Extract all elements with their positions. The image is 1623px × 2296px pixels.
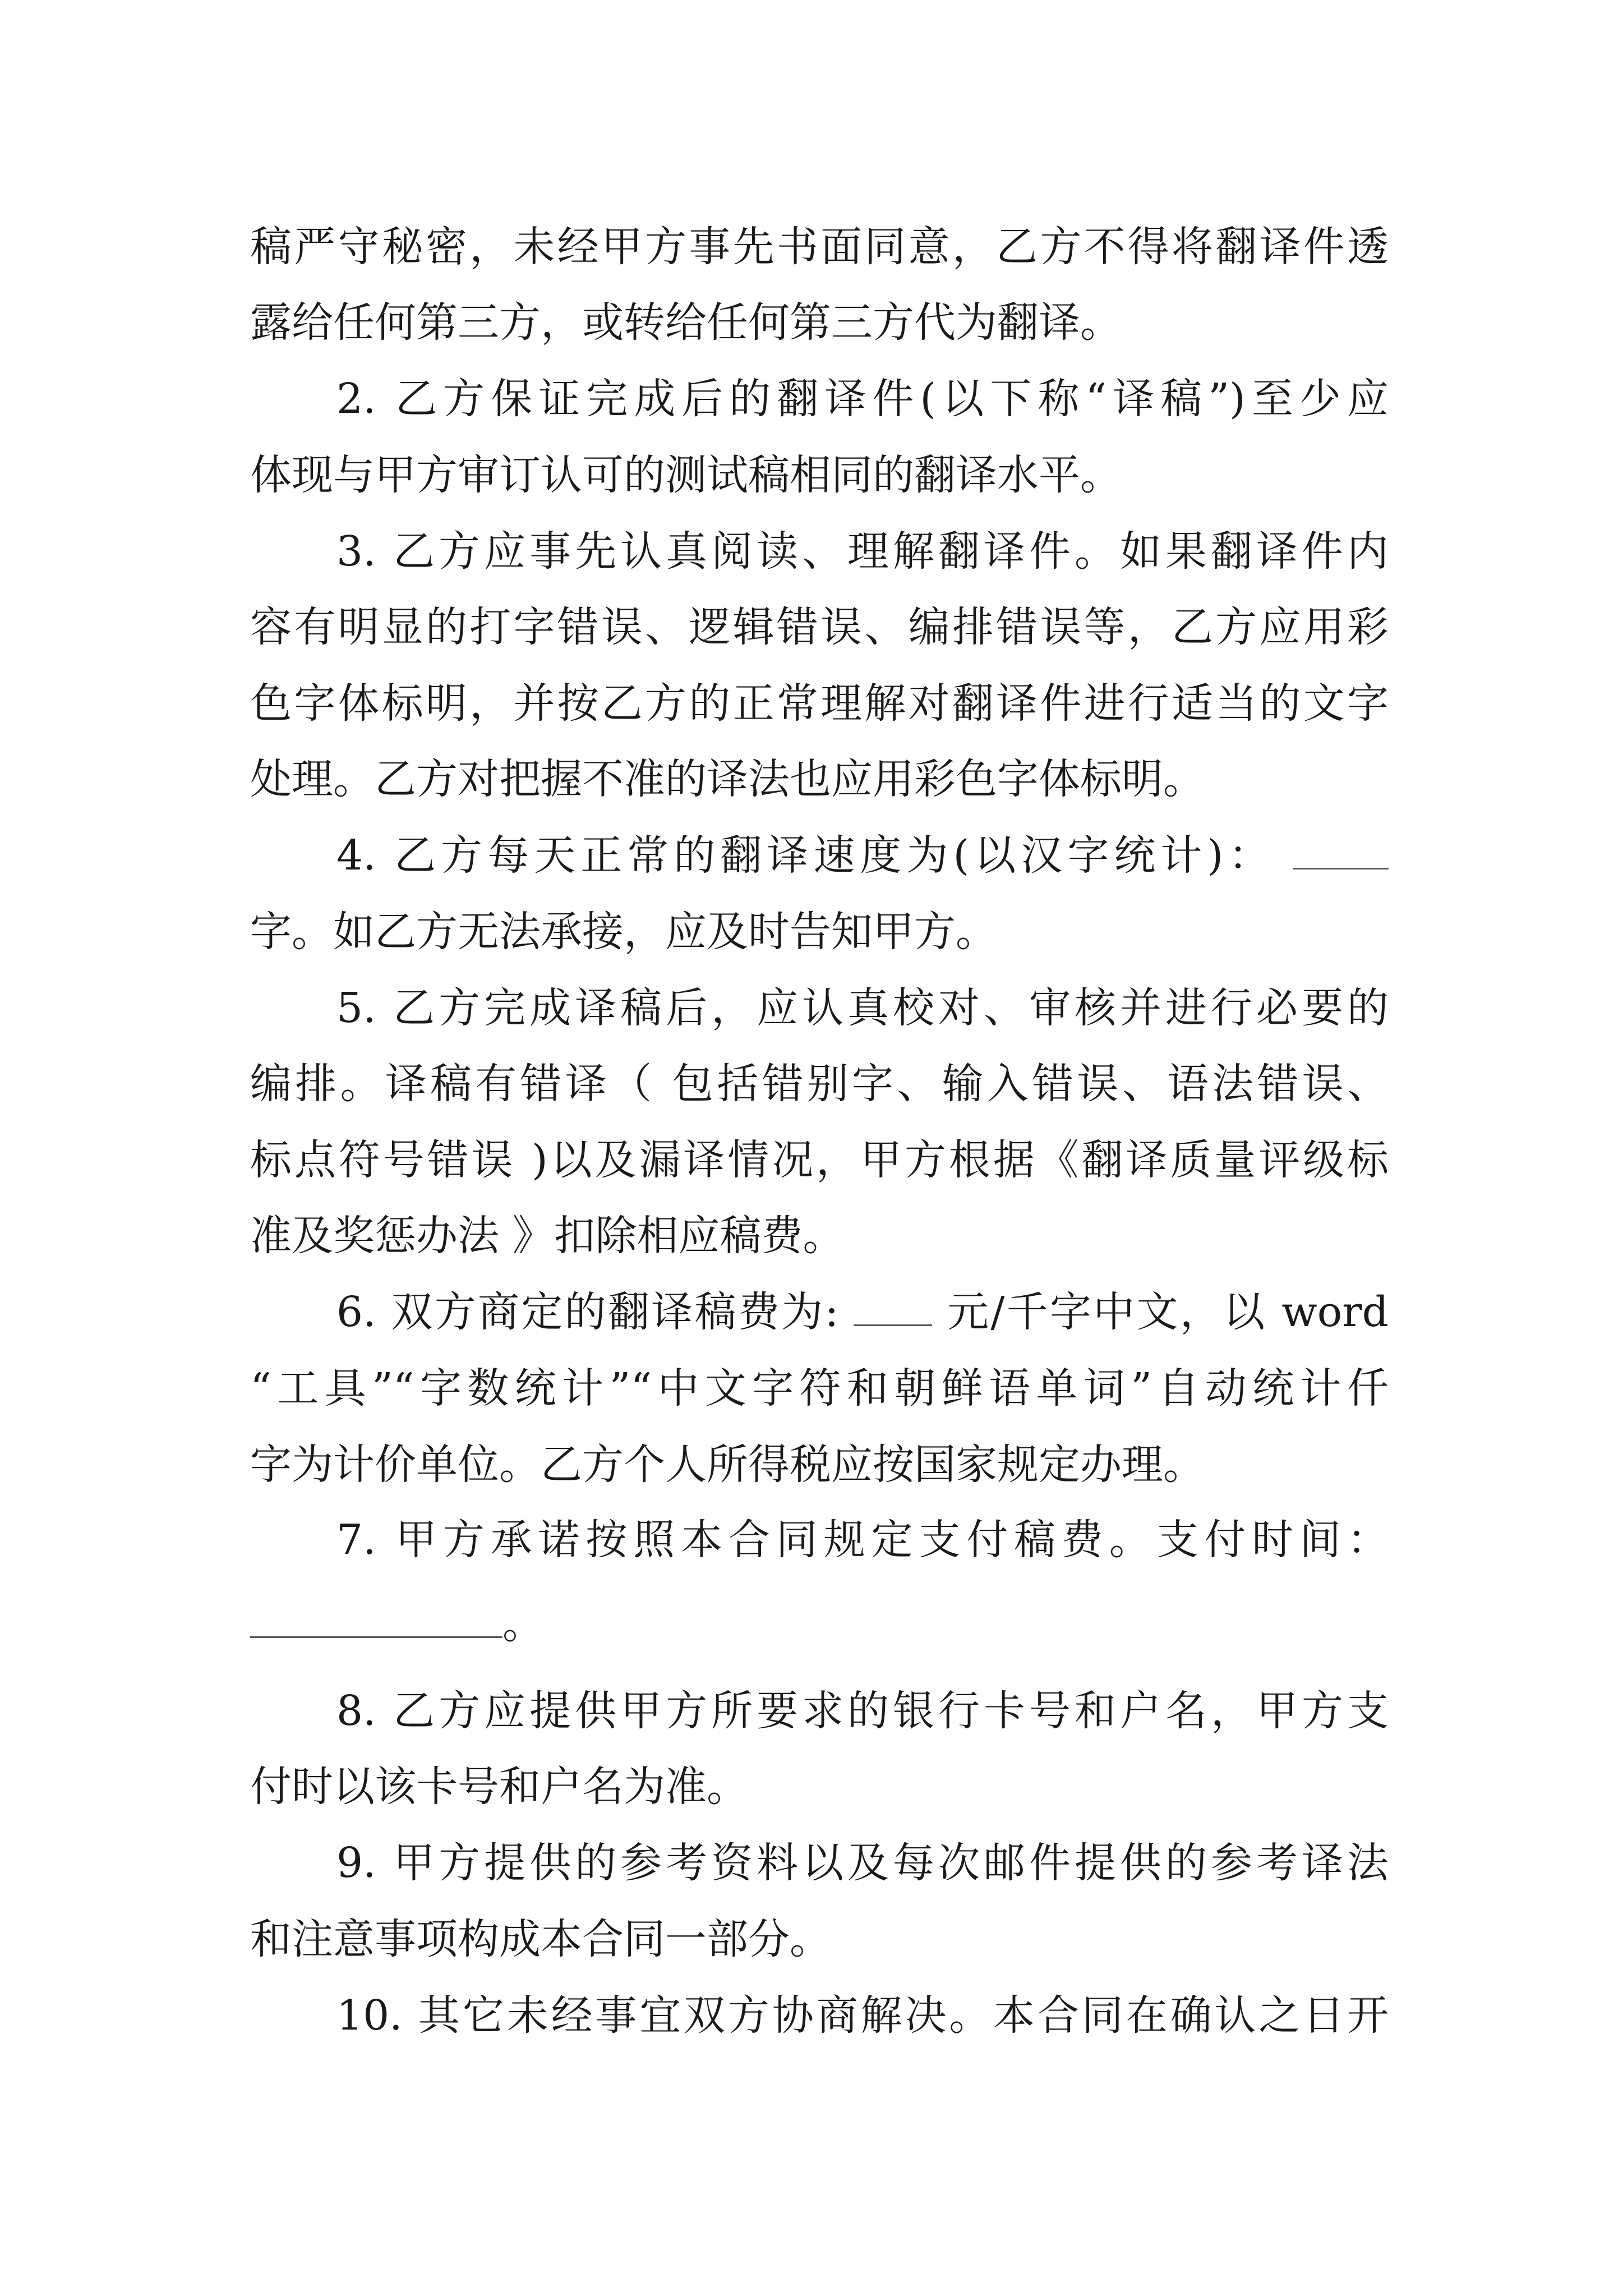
line-text: 付时以该卡号和户名为准。 xyxy=(250,1763,748,1811)
line-text: 和注意事项构成本合同一部分。 xyxy=(250,1915,831,1963)
line-text: 稿严守秘密，未经甲方事先书面同意，乙方不得将翻译件透 xyxy=(250,223,1389,271)
line-text: 体现与甲方审订认可的测试稿相同的翻译水平。 xyxy=(250,451,1122,499)
clause-7-line xyxy=(336,1509,1389,1571)
fill-in-blank xyxy=(854,1291,932,1326)
line-text: 。 xyxy=(502,1600,544,1648)
line-text: 准及奖惩办法 》扣除相应稿费。 xyxy=(250,1212,845,1260)
line-text: 色字体标明，并按乙方的正常理解对翻译件进行适当的文字 xyxy=(250,679,1389,728)
text-line xyxy=(250,444,1389,506)
line-text: 3. 乙方应事先认真阅读、理解翻译件。如果翻译件内 xyxy=(336,527,1389,576)
clause-10-line xyxy=(336,1985,1389,2046)
line-text: 8. 乙方应提供甲方所要求的银行卡号和户名，甲方支 xyxy=(336,1687,1389,1735)
text-line xyxy=(250,1434,1389,1496)
clause-2-line xyxy=(336,368,1389,430)
clause-8-line xyxy=(336,1680,1389,1742)
clause-3-line xyxy=(336,521,1389,582)
line-text: 标点符号错误 )以及漏译情况，甲方根据《翻译质量评级标 xyxy=(250,1136,1389,1184)
fill-in-blank xyxy=(1293,834,1389,869)
line-text: 9. 甲方提供的参考资料以及每次邮件提供的参考译法 xyxy=(336,1839,1389,1887)
clause-6-line xyxy=(336,1281,1389,1343)
line-text: 容有明显的打字错误、逻辑错误、编排错误等，乙方应用彩 xyxy=(250,603,1389,651)
text-line xyxy=(250,596,1389,658)
text-line xyxy=(250,1129,1389,1191)
text-line xyxy=(250,1593,1389,1655)
line-text: 处理。乙方对把握不准的译法也应用彩色字体标明。 xyxy=(250,755,1205,803)
line-text: “工具”“字数统计”“中文字符和朝鲜语单词”自动统计仟 xyxy=(250,1364,1389,1412)
clause-9-line xyxy=(336,1832,1389,1894)
line-text: 7. 甲方承诺按照本合同规定支付稿费。支付时间： xyxy=(336,1516,1389,1564)
line-text: 字为计价单位。乙方个人所得税应按国家规定办理。 xyxy=(250,1441,1205,1489)
text-line xyxy=(250,748,1389,810)
text-line xyxy=(250,673,1389,734)
text-line xyxy=(250,216,1389,278)
text-line xyxy=(250,901,1389,963)
fill-in-blank xyxy=(250,1603,502,1638)
text-line xyxy=(250,292,1389,353)
line-text: 露给任何第三方，或转给任何第三方代为翻译。 xyxy=(250,298,1122,347)
line-text: 4. 乙方每天正常的翻译速度为(以汉字统计)： xyxy=(336,831,1275,880)
text-line xyxy=(250,1358,1389,1419)
text-line xyxy=(250,1205,1389,1267)
line-text: 元/千字中文，以 word xyxy=(947,1288,1389,1336)
line-text: 6. 双方商定的翻译稿费为: xyxy=(336,1288,839,1336)
line-text: 10. 其它未经事宜双方协商解决。本合同在确认之日开 xyxy=(336,1991,1389,2040)
line-text: 字。如乙方无法承接，应及时告知甲方。 xyxy=(250,908,997,956)
text-line xyxy=(250,1053,1389,1115)
text-line xyxy=(250,1908,1389,1970)
text-line xyxy=(250,1756,1389,1818)
line-text: 5. 乙方完成译稿后，应认真校对、审核并进行必要的 xyxy=(336,984,1389,1032)
line-text: 编排。译稿有错译（ 包括错别字、输入错误、语法错误、 xyxy=(250,1060,1389,1108)
clause-5-line xyxy=(336,977,1389,1039)
line-text: 2. 乙方保证完成后的翻译件(以下称“译稿”)至少应 xyxy=(336,375,1389,423)
clause-4-line xyxy=(336,825,1389,886)
